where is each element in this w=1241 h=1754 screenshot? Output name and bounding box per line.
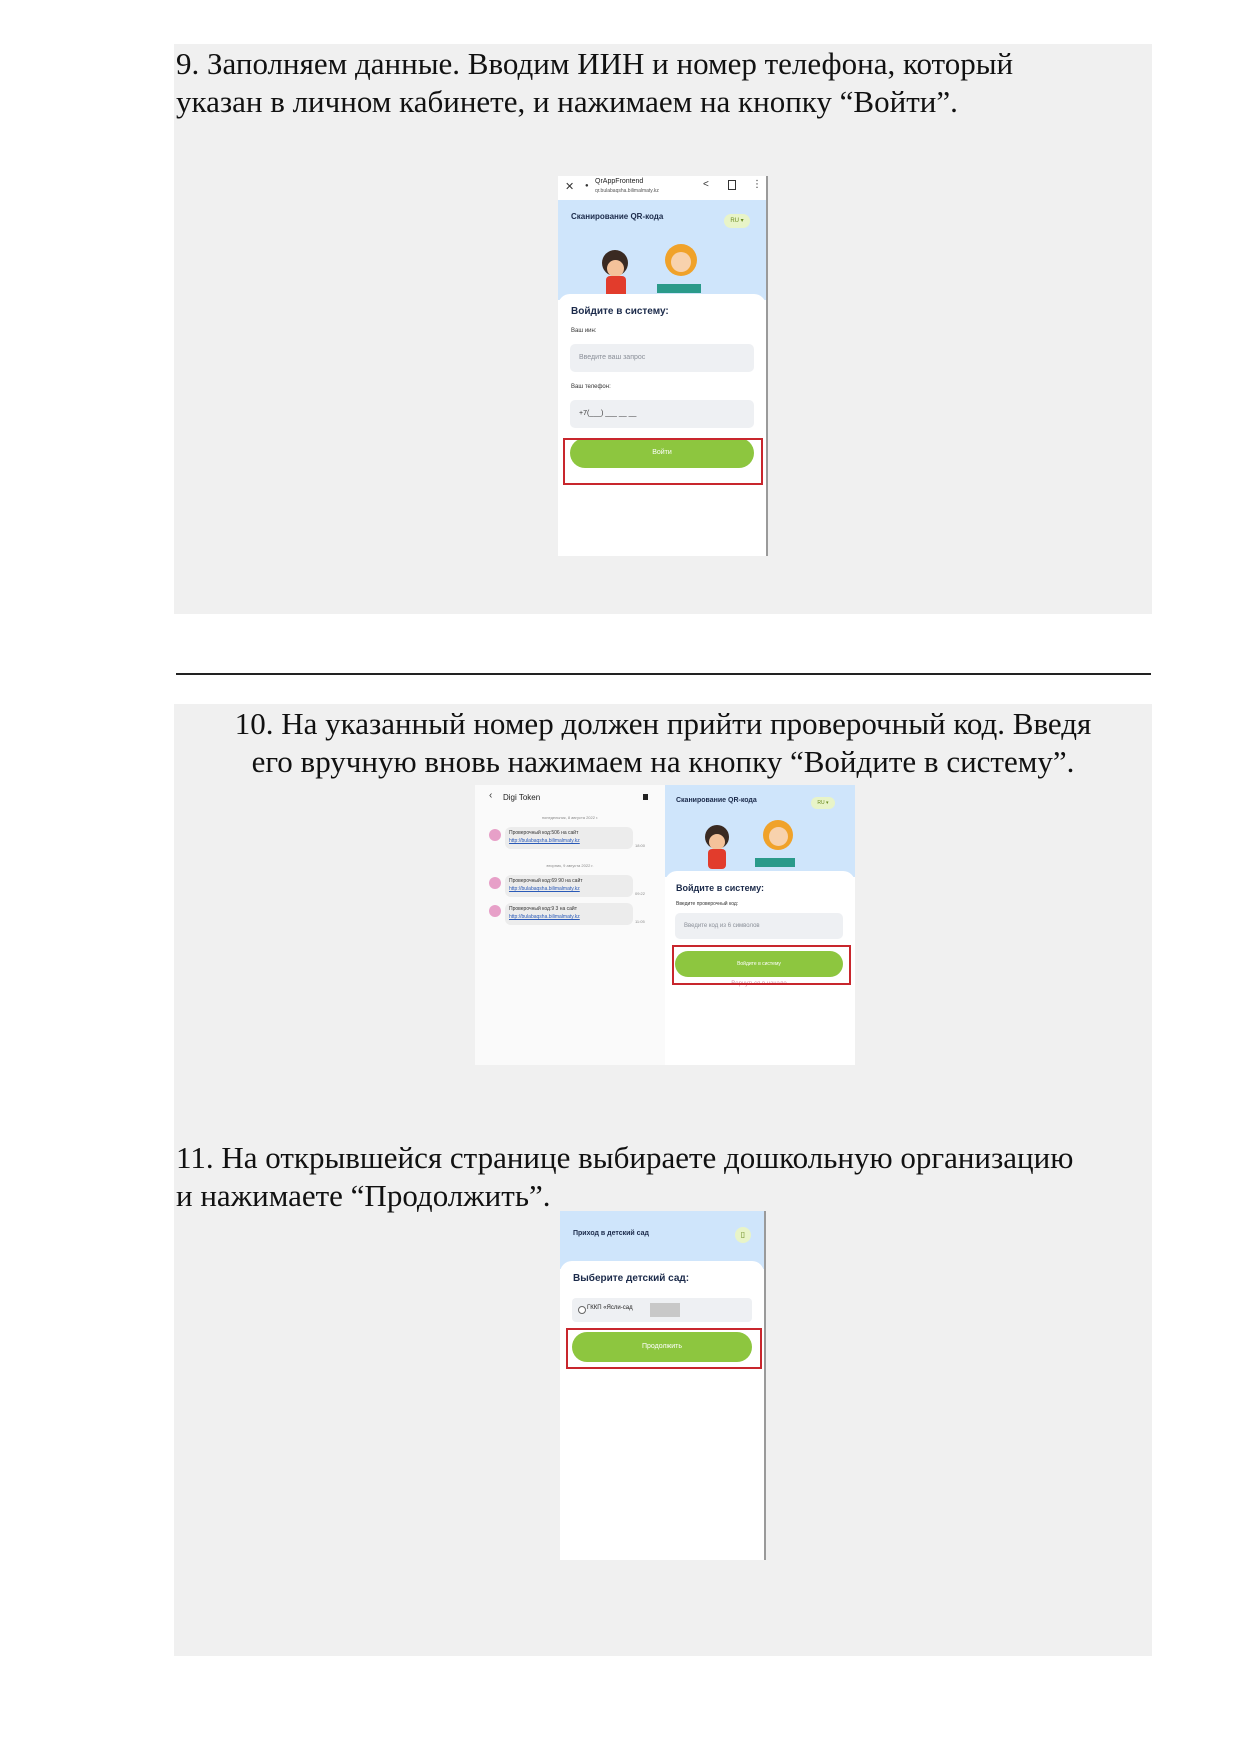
sms-link[interactable]: http://bulabaqsha.bilimalmaty.kz [509,914,580,920]
sms-title: Digi Token [503,793,541,802]
code-input[interactable]: Введите код из 6 символов [675,913,843,939]
lang-label: RU [817,800,825,806]
sms-screenshot [475,785,665,1065]
section-divider [176,673,1151,675]
more-icon[interactable]: ⋮ [752,179,762,190]
card-title: Войдите в систему: [571,306,669,317]
continue-button-label: Продолжить [641,1343,683,1350]
sms-date-2: вторник, 9 августа 2022 г. [546,863,594,868]
sms-link[interactable]: http://bulabaqsha.bilimalmaty.kz [509,886,580,892]
iin-input[interactable]: Введите ваш запрос [570,344,754,372]
phone-label: Ваш телефон: [571,384,611,390]
sms-time: 18:00 [635,843,646,848]
lang-label: RU [730,218,739,224]
sms-text: Проверочный код:506 на сайт [509,830,579,836]
header-title: Приход в детский сад [573,1230,649,1237]
delete-icon[interactable] [643,794,648,800]
logout-icon[interactable]: ▯ [735,1227,751,1243]
sms-time: 11:05 [635,919,645,924]
select-card [560,1261,764,1560]
step10-text-line1: 10. На указанный номер должен прийти проверочный код. Введя [234,706,1092,741]
sms-bubble [505,903,633,925]
browser-title: QrAppFrontend [595,178,644,185]
sms-bubble [505,875,633,897]
close-icon[interactable]: ✕ [565,181,575,193]
step9-phone-screenshot [558,176,768,556]
redacted-area [650,1303,680,1317]
browser-bar [558,176,766,201]
step11-text-line1: 11. На открывшейся странице выбираете дошкольную организацию [176,1140,1074,1175]
blue-header [558,200,766,300]
back-icon[interactable]: ‹ [489,790,493,801]
blue-header [665,785,855,877]
browser-url: qr.bulabaqsha.bilimalmaty.kz [595,188,659,194]
lang-selector[interactable]: RU ▾ [811,797,835,809]
card-title: Выберите детский сад: [573,1273,690,1284]
card-title: Войдите в систему: [676,883,764,893]
lang-selector[interactable]: RU ▾ [724,214,750,228]
sms-avatar [489,829,501,841]
back-to-start-link[interactable]: Вернуться в начало [731,981,787,987]
sms-date-1: понедельник, 8 августа 2022 г. [541,815,599,820]
share-icon[interactable]: < [703,179,709,190]
kindergarten-option[interactable] [572,1298,752,1322]
step11-text-line2: и нажимаете “Продолжить”. [176,1178,551,1213]
login-button-label: Войти [652,449,672,456]
bookmark-icon[interactable] [728,180,736,190]
option-label: ГККП «Ясли-сад [587,1305,633,1311]
highlight-signin-button [672,945,851,985]
sms-time: 09:22 [635,891,646,896]
step9-text-line2: указан в личном кабинете, и нажимаем на кнопку “Войти”. [176,84,958,119]
iin-label: Ваш иин: [571,328,597,334]
highlight-login-button [563,438,763,485]
sms-text: Проверочный код:69 90 на сайт [509,878,583,884]
signin-button-label: Войдите в систему [737,961,781,967]
code-label: Введите проверочный код: [676,901,739,907]
lock-icon: ● [585,183,589,189]
book-illustration [657,284,701,293]
highlight-continue-button [566,1328,762,1369]
login-card [558,294,766,556]
sms-avatar [489,877,501,889]
header-title: Сканирование QR-кода [571,212,664,221]
step9-text-line1: 9. Заполняем данные. Вводим ИИН и номер телефона, который [176,46,1014,81]
sms-text: Проверочный код:9 3 на сайт [509,906,577,912]
step11-phone-screenshot [560,1211,766,1560]
sms-avatar [489,905,501,917]
phone-input[interactable]: +7(___) ___ __ __ [570,400,754,428]
step10-phone-screenshot [665,785,855,1065]
header-title: Сканирование QR-кода [676,797,757,804]
step10-text-line2: его вручную вновь нажимаем на кнопку “Войдите в систему”. [251,744,1075,779]
sms-bubble [505,827,633,849]
radio-button[interactable] [578,1306,586,1314]
sms-link[interactable]: http://bulabaqsha.bilimalmaty.kz [509,838,580,844]
book-illustration [755,858,795,867]
